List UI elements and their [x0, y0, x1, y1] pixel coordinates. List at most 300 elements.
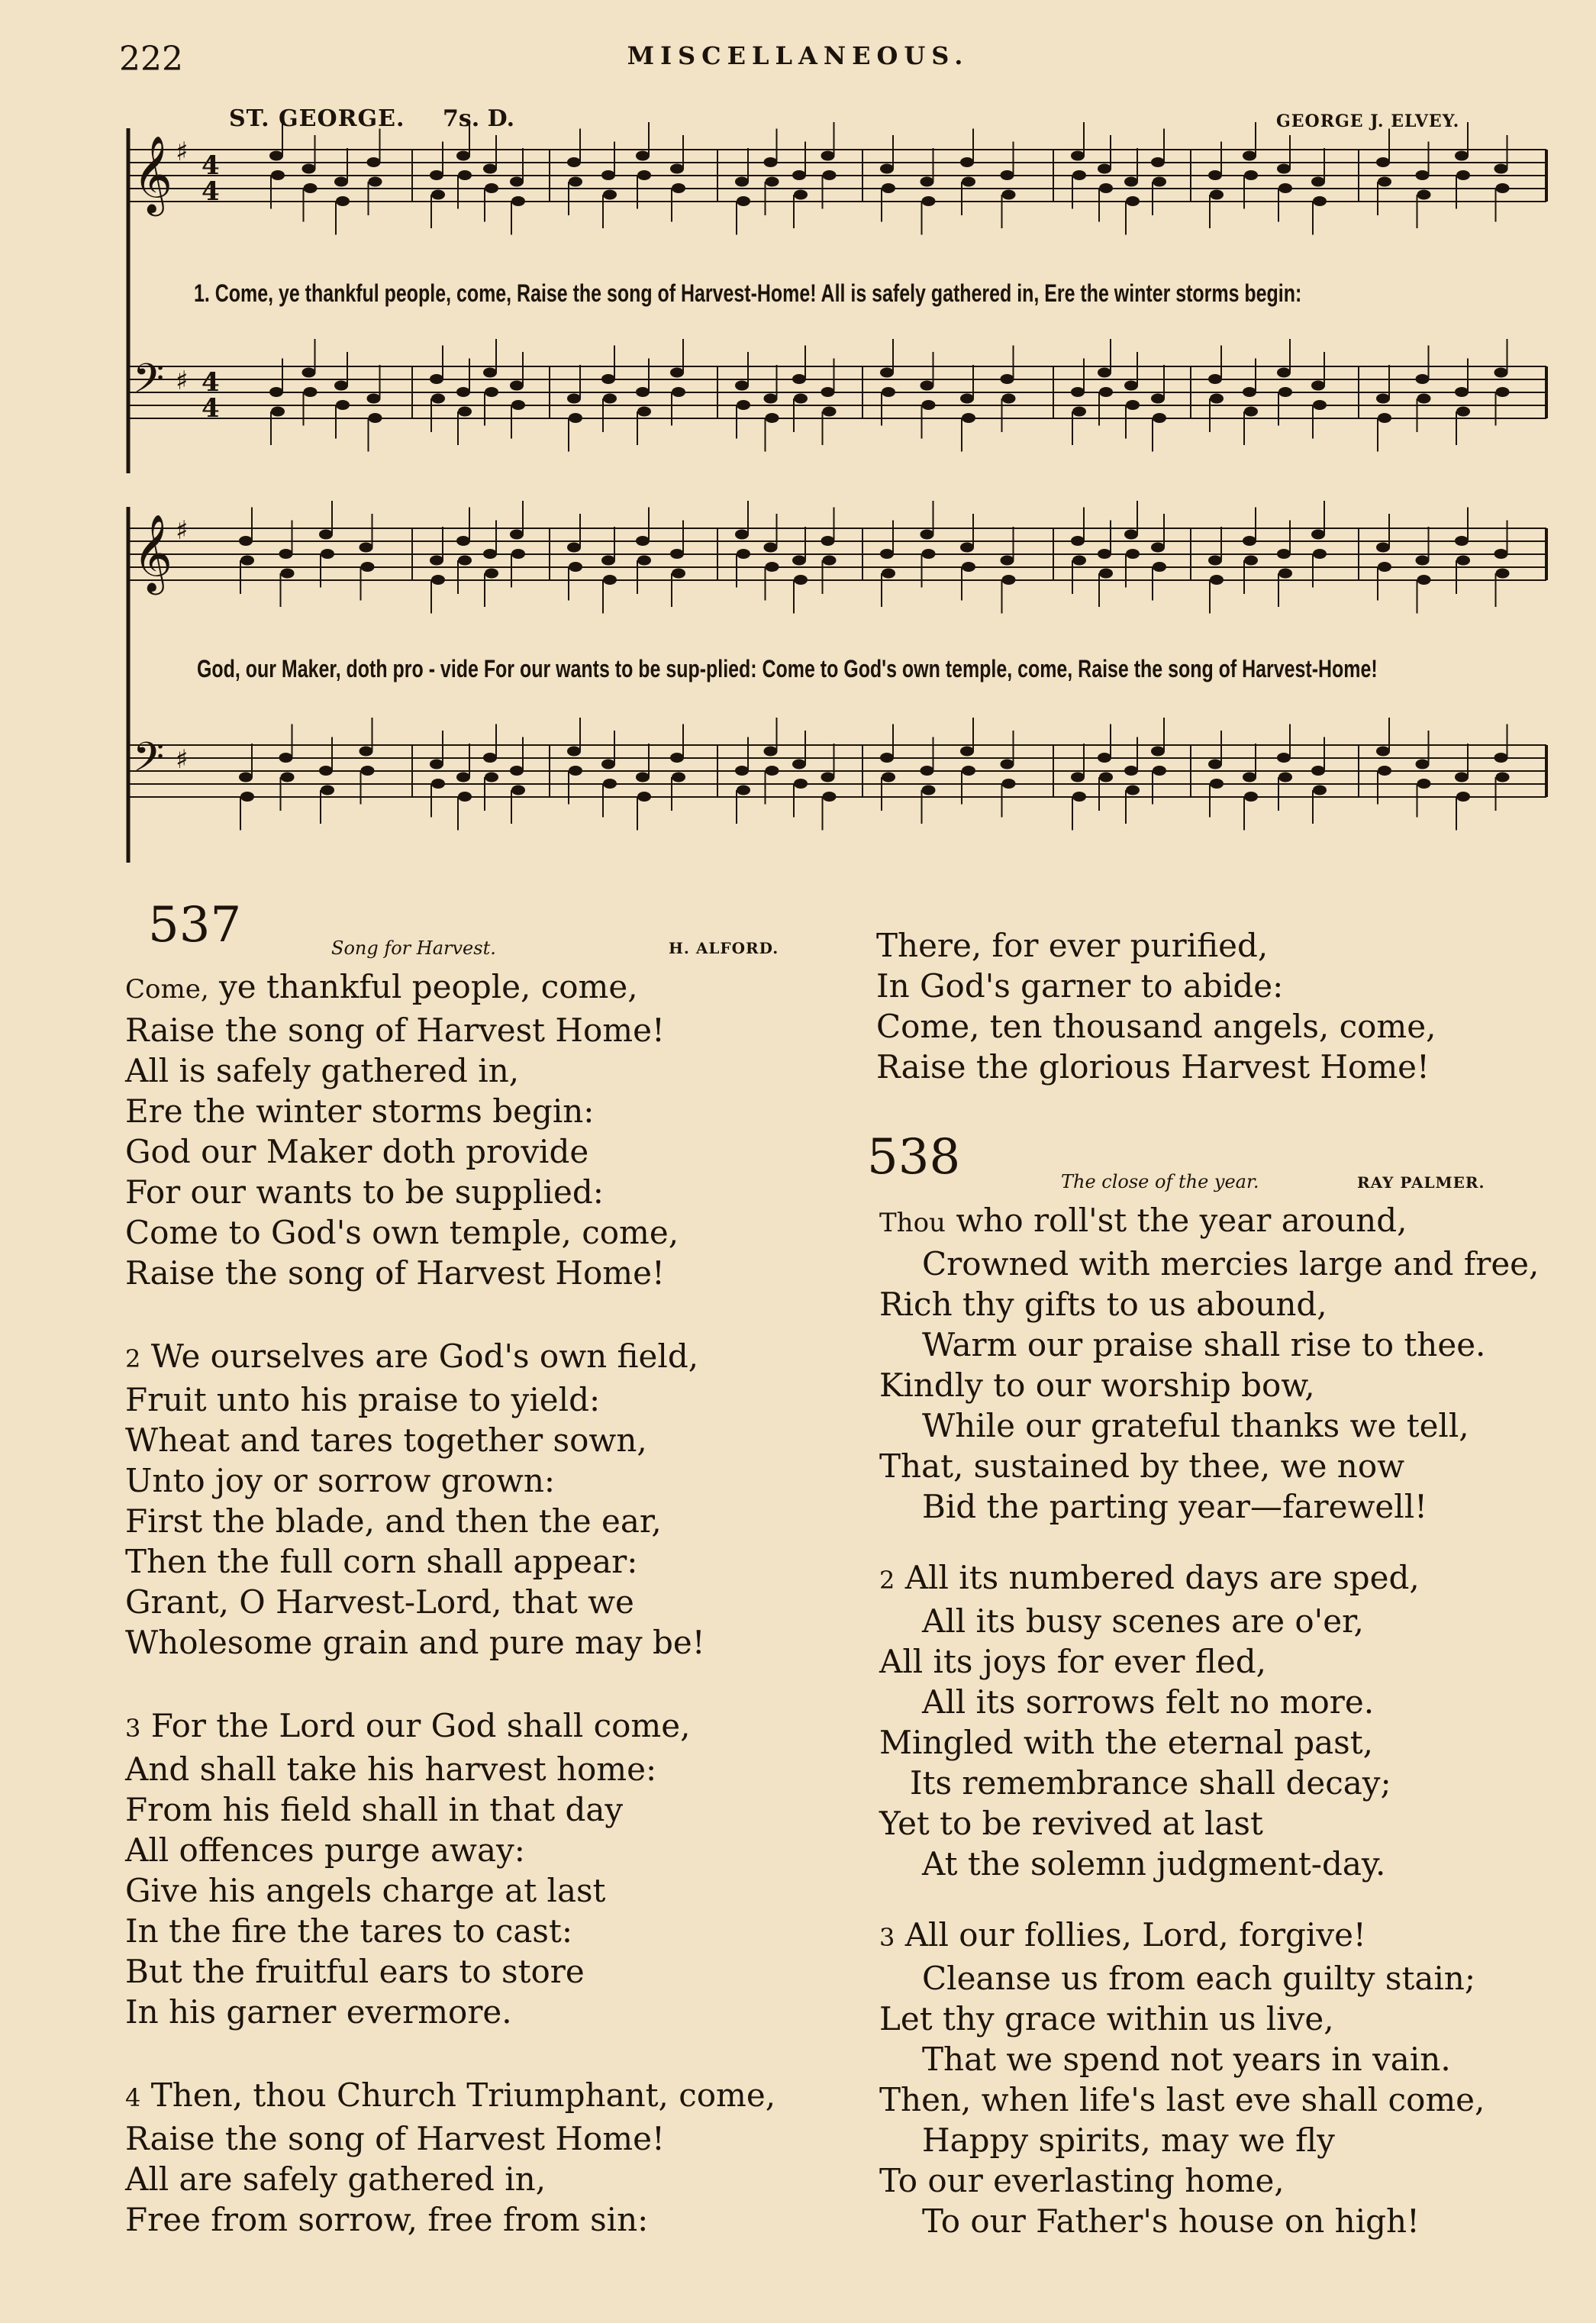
note-head [672, 569, 685, 579]
treble-clef-icon: 𝄞 [133, 513, 173, 592]
note-head [302, 368, 316, 378]
sharp-icon: ♯ [176, 137, 189, 167]
note-head [511, 549, 525, 559]
note-head [792, 556, 806, 566]
verse-line: Give his angels charge at last [125, 1872, 606, 1909]
note-head [922, 549, 936, 559]
note-head [1098, 368, 1111, 378]
note-head [601, 760, 615, 769]
note-head [1151, 394, 1165, 404]
note-head [1002, 779, 1016, 789]
note-head [456, 536, 470, 546]
note-head [1378, 562, 1391, 572]
bass-clef-icon: 𝄢 [133, 356, 165, 412]
note-head [1456, 407, 1470, 417]
hymn-538-author: RAY PALMER. [1357, 1173, 1485, 1192]
note-head [1278, 569, 1292, 579]
note-head [922, 786, 936, 795]
note-head [304, 387, 318, 397]
note-head [361, 766, 375, 776]
note-head [764, 394, 778, 404]
sharp-icon: ♯ [176, 366, 189, 396]
note-head [1002, 575, 1016, 585]
verse-line: Raise the song of Harvest Home! [125, 2120, 665, 2157]
verse-line: For our wants to be supplied: [125, 1173, 604, 1211]
note-head [672, 183, 685, 193]
note-head [1244, 170, 1258, 180]
verse-line: Then, when life's last eve shall come, [879, 2081, 1485, 2118]
hymn-538-title: The close of the year. [1061, 1171, 1259, 1192]
note-head [1099, 183, 1113, 193]
note-head [510, 766, 524, 776]
note-head [737, 400, 750, 410]
tune-composer: GEORGE J. ELVEY. [1276, 111, 1460, 131]
note-head [794, 779, 808, 789]
verse-line: All its sorrows felt no more. [922, 1683, 1375, 1721]
verse-line: All its busy scenes are o'er, [922, 1602, 1364, 1640]
verse-line: Raise the song of Harvest Home! [125, 1011, 665, 1049]
note-head [269, 151, 283, 161]
note-head [1417, 190, 1431, 200]
note-head [483, 164, 497, 174]
note-head [764, 543, 778, 553]
note-head [922, 400, 936, 410]
note-head [367, 157, 381, 167]
hymn-538-body [879, 1200, 1566, 2241]
note-head [1153, 766, 1166, 776]
note-head [430, 170, 443, 180]
note-head [458, 556, 472, 566]
note-head [670, 368, 684, 378]
note-head [601, 170, 615, 180]
note-head [1378, 766, 1391, 776]
note-head [430, 374, 443, 384]
note-head [823, 170, 837, 180]
note-head [458, 407, 472, 417]
note-head [1416, 760, 1430, 769]
note-head [1072, 556, 1086, 566]
sharp-icon: ♯ [176, 744, 189, 775]
note-head [1277, 753, 1291, 763]
note-head [369, 413, 382, 423]
note-head [1243, 536, 1256, 546]
note-head [962, 177, 975, 187]
note-head [672, 387, 685, 397]
verse-line: Thou who roll'st the year around, [879, 1202, 1407, 1239]
music-score [0, 0, 1596, 886]
note-head [1456, 556, 1470, 566]
note-head [456, 773, 470, 782]
note-head [1313, 400, 1327, 410]
verse-line: To our Father's house on high! [922, 2202, 1420, 2240]
note-head [281, 569, 295, 579]
note-head [567, 157, 581, 167]
note-head [735, 766, 749, 776]
note-head [1311, 177, 1325, 187]
bass-clef-icon: 𝄢 [133, 734, 165, 791]
note-head [319, 766, 333, 776]
note-head [511, 400, 525, 410]
verse-line: While our grateful thanks we tell, [922, 1407, 1469, 1444]
note-head [1210, 779, 1224, 789]
hymn-537-verse-1 [125, 966, 812, 1293]
note-head [1001, 170, 1014, 180]
hymn-537-verse-4a [125, 2075, 812, 2240]
note-head [1151, 157, 1165, 167]
note-head [823, 792, 837, 802]
note-head [1494, 164, 1508, 174]
hymn-537-author: H. ALFORD. [669, 939, 779, 957]
note-head [821, 151, 835, 161]
note-head [960, 394, 974, 404]
note-head [764, 157, 778, 167]
note-head [603, 190, 617, 200]
note-head [240, 556, 254, 566]
note-head [823, 407, 837, 417]
note-head [794, 575, 808, 585]
note-head [567, 747, 581, 757]
note-head [821, 536, 835, 546]
verse-line: Happy spirits, may we fly [922, 2121, 1335, 2159]
note-head [1099, 773, 1113, 782]
note-head [737, 786, 750, 795]
note-head [279, 753, 293, 763]
verse-number: 2 [879, 1566, 895, 1595]
note-head [1098, 164, 1111, 174]
score-staves [128, 122, 1546, 863]
note-head [766, 562, 779, 572]
note-head [1124, 177, 1138, 187]
hymn-537-number: 537 [148, 897, 242, 953]
note-head [1210, 575, 1224, 585]
note-head [361, 562, 375, 572]
note-head [269, 387, 283, 397]
note-head [271, 407, 285, 417]
verse-line: In God's garner to abide: [876, 967, 1284, 1005]
verse-line: All offences purge away: [125, 1831, 525, 1869]
note-head [1072, 792, 1086, 802]
note-head [1071, 773, 1085, 782]
note-head [1124, 530, 1138, 540]
note-head [1208, 760, 1222, 769]
note-head [636, 773, 650, 782]
verse-line: Unto joy or sorrow grown: [125, 1462, 556, 1499]
note-head [569, 766, 582, 776]
note-head [1243, 773, 1256, 782]
time-signature: 4 [202, 393, 220, 424]
note-head [1376, 543, 1390, 553]
note-head [603, 394, 617, 404]
note-head [485, 387, 498, 397]
note-head [1417, 779, 1431, 789]
note-head [601, 556, 615, 566]
note-head [334, 381, 348, 391]
note-head [1277, 164, 1291, 174]
note-head [1417, 394, 1431, 404]
note-head [1455, 773, 1469, 782]
note-head [735, 381, 749, 391]
note-head [431, 190, 445, 200]
note-head [511, 786, 525, 795]
note-head [1496, 387, 1510, 397]
note-head [880, 549, 894, 559]
note-head [670, 753, 684, 763]
verse-line: That we spend not years in vain. [922, 2041, 1451, 2078]
note-head [882, 183, 895, 193]
verse-line: Raise the song of Harvest Home! [125, 1254, 665, 1292]
note-head [1456, 792, 1470, 802]
note-head [510, 177, 524, 187]
verse-number: 3 [879, 1923, 895, 1952]
note-head [880, 753, 894, 763]
tune-name: ST. GEORGE. [229, 105, 405, 132]
verse-line: Grant, O Harvest-Lord, that we [125, 1583, 634, 1621]
note-head [456, 151, 470, 161]
note-head [603, 779, 617, 789]
page-header: MISCELLANEOUS. [627, 41, 969, 70]
verse-line: Fruit unto his praise to yield: [125, 1381, 601, 1418]
verse-line: To our everlasting home, [879, 2162, 1285, 2199]
note-head [766, 177, 779, 187]
verse-line: Warm our praise shall rise to thee. [922, 1326, 1486, 1363]
note-head [511, 196, 525, 206]
note-head [1001, 374, 1014, 384]
note-head [1099, 569, 1113, 579]
hymn-537-title: Song for Harvest. [331, 937, 496, 959]
note-head [1278, 773, 1292, 782]
note-head [766, 766, 779, 776]
verse-line: Ere the winter storms begin: [125, 1092, 595, 1130]
note-head [1208, 374, 1222, 384]
note-head [1001, 556, 1014, 566]
note-head [921, 766, 934, 776]
note-head [456, 387, 470, 397]
note-head [792, 170, 806, 180]
time-signature: 4 [202, 176, 220, 207]
note-head [792, 760, 806, 769]
hymn-538-number: 538 [867, 1129, 961, 1186]
note-head [1244, 556, 1258, 566]
note-head [1098, 753, 1111, 763]
note-head [603, 575, 617, 585]
sharp-icon: ♯ [176, 515, 189, 546]
verse-line: Rich thy gifts to us abound, [879, 1286, 1327, 1323]
note-head [1151, 543, 1165, 553]
verse-line: 2 We ourselves are God's own field, [125, 1337, 699, 1375]
note-head [483, 549, 497, 559]
note-head [637, 556, 651, 566]
verse-number: 3 [125, 1714, 141, 1743]
note-head [792, 374, 806, 384]
note-head [1313, 786, 1327, 795]
verse-line: All are safely gathered in, [125, 2160, 547, 2198]
note-head [1208, 170, 1222, 180]
note-head [670, 549, 684, 559]
note-head [1126, 400, 1140, 410]
verse-line: God our Maker doth provide [125, 1133, 589, 1170]
note-head [636, 387, 650, 397]
note-head [960, 747, 974, 757]
note-head [1072, 170, 1086, 180]
note-head [1494, 753, 1508, 763]
verse-line: All its joys for ever fled, [879, 1643, 1266, 1680]
note-head [1099, 387, 1113, 397]
note-head [735, 530, 749, 540]
hymn-537-verse-4b [876, 925, 1563, 1087]
note-head [1378, 413, 1391, 423]
note-head [1455, 387, 1469, 397]
note-head [1124, 766, 1138, 776]
note-head [458, 792, 472, 802]
note-head [1072, 407, 1086, 417]
note-head [1455, 536, 1469, 546]
note-head [823, 556, 837, 566]
note-head [636, 151, 650, 161]
note-head [239, 773, 253, 782]
verse-line: And shall take his harvest home: [125, 1750, 657, 1788]
note-head [882, 569, 895, 579]
verse-line: 3 For the Lord our God shall come, [125, 1707, 691, 1744]
note-head [1311, 766, 1325, 776]
note-head [1153, 177, 1166, 187]
note-head [670, 164, 684, 174]
note-head [962, 562, 975, 572]
note-head [483, 753, 497, 763]
note-head [485, 569, 498, 579]
verse-line: Yet to be revived at last [879, 1805, 1263, 1842]
hymn-538-verse-2 [879, 1557, 1566, 1884]
verse-line: In the fire the tares to cast: [125, 1912, 572, 1950]
note-head [1243, 387, 1256, 397]
left-column [125, 966, 812, 2240]
note-head [1071, 387, 1085, 397]
note-head [921, 530, 934, 540]
note-head [1313, 549, 1327, 559]
note-head [569, 562, 582, 572]
note-head [1208, 556, 1222, 566]
note-head [360, 747, 373, 757]
note-head [737, 549, 750, 559]
note-head [1126, 786, 1140, 795]
note-head [334, 177, 348, 187]
verse-line: In his garner evermore. [125, 1993, 512, 2031]
note-head [636, 536, 650, 546]
note-head [319, 530, 333, 540]
verse-line: Cleanse us from each guilty stain; [922, 1960, 1475, 1997]
note-head [921, 177, 934, 187]
note-head [1496, 773, 1510, 782]
verse-line: That, sustained by thee, we now [879, 1447, 1405, 1485]
note-head [1153, 562, 1166, 572]
note-head [271, 170, 285, 180]
note-head [766, 413, 779, 423]
verse-line: Let thy grace within us live, [879, 2000, 1334, 2037]
note-head [1210, 190, 1224, 200]
note-head [821, 773, 835, 782]
note-head [1494, 368, 1508, 378]
verse-line: Then the full corn shall appear: [125, 1543, 638, 1580]
note-head [302, 164, 316, 174]
verse-line: Come, ye thankful people, come, [125, 968, 638, 1005]
verse-number: 4 [125, 2083, 141, 2112]
note-head [1455, 151, 1469, 161]
note-head [1416, 374, 1430, 384]
verse-line: From his field shall in that day [125, 1791, 624, 1828]
note-head [1124, 381, 1138, 391]
note-head [240, 792, 254, 802]
note-head [483, 368, 497, 378]
note-head [637, 792, 651, 802]
note-head [1376, 747, 1390, 757]
note-head [485, 183, 498, 193]
verse-line: First the blade, and then the ear, [125, 1502, 662, 1540]
note-head [1244, 792, 1258, 802]
verse-line: Wheat and tares together sown, [125, 1421, 647, 1459]
note-head [279, 549, 293, 559]
note-head [637, 170, 651, 180]
note-head [567, 543, 581, 553]
note-head [1277, 368, 1291, 378]
note-head [431, 779, 445, 789]
note-head [794, 394, 808, 404]
note-head [304, 183, 318, 193]
note-head [962, 413, 975, 423]
time-signature: 4 [202, 367, 220, 398]
note-head [1071, 536, 1085, 546]
note-head [794, 190, 808, 200]
verse-line: Come to God's own temple, come, [125, 1214, 679, 1251]
note-head [821, 387, 835, 397]
note-head [567, 394, 581, 404]
note-head [336, 196, 350, 206]
note-head [1456, 170, 1470, 180]
verse-line: Raise the glorious Harvest Home! [876, 1048, 1430, 1086]
note-head [281, 773, 295, 782]
note-head [510, 381, 524, 391]
note-head [922, 196, 936, 206]
note-head [321, 786, 334, 795]
note-head [1002, 394, 1016, 404]
note-head [960, 543, 974, 553]
score-lyric-line-2: God, our Maker, doth pro - vide For our wants to be sup-plied: Come to God's own temple, come, Raise the song of Harvest-Home! [197, 655, 1378, 682]
verse-line: Kindly to our worship bow, [879, 1366, 1315, 1404]
note-head [239, 536, 253, 546]
note-head [1001, 760, 1014, 769]
note-head [921, 381, 934, 391]
tune-meter: 7s. D. [443, 105, 515, 132]
verse-line: At the solemn judgment-day. [922, 1845, 1386, 1883]
note-head [458, 170, 472, 180]
note-head [1416, 556, 1430, 566]
note-head [1244, 407, 1258, 417]
verse-line: Come, ten thousand angels, come, [876, 1008, 1436, 1045]
verse-line: Mingled with the eternal past, [879, 1724, 1373, 1761]
note-head [1496, 183, 1510, 193]
note-head [1417, 575, 1431, 585]
verse-line: Free from sorrow, free from sin: [125, 2201, 649, 2238]
note-head [1311, 381, 1325, 391]
note-head [1376, 394, 1390, 404]
note-head [510, 530, 524, 540]
note-head [1278, 183, 1292, 193]
note-head [485, 773, 498, 782]
note-head [569, 177, 582, 187]
note-head [367, 394, 381, 404]
note-head [569, 413, 582, 423]
note-head [430, 556, 443, 566]
verse-line: 2 All its numbered days are sped, [879, 1559, 1420, 1596]
time-signature: 4 [202, 150, 220, 181]
